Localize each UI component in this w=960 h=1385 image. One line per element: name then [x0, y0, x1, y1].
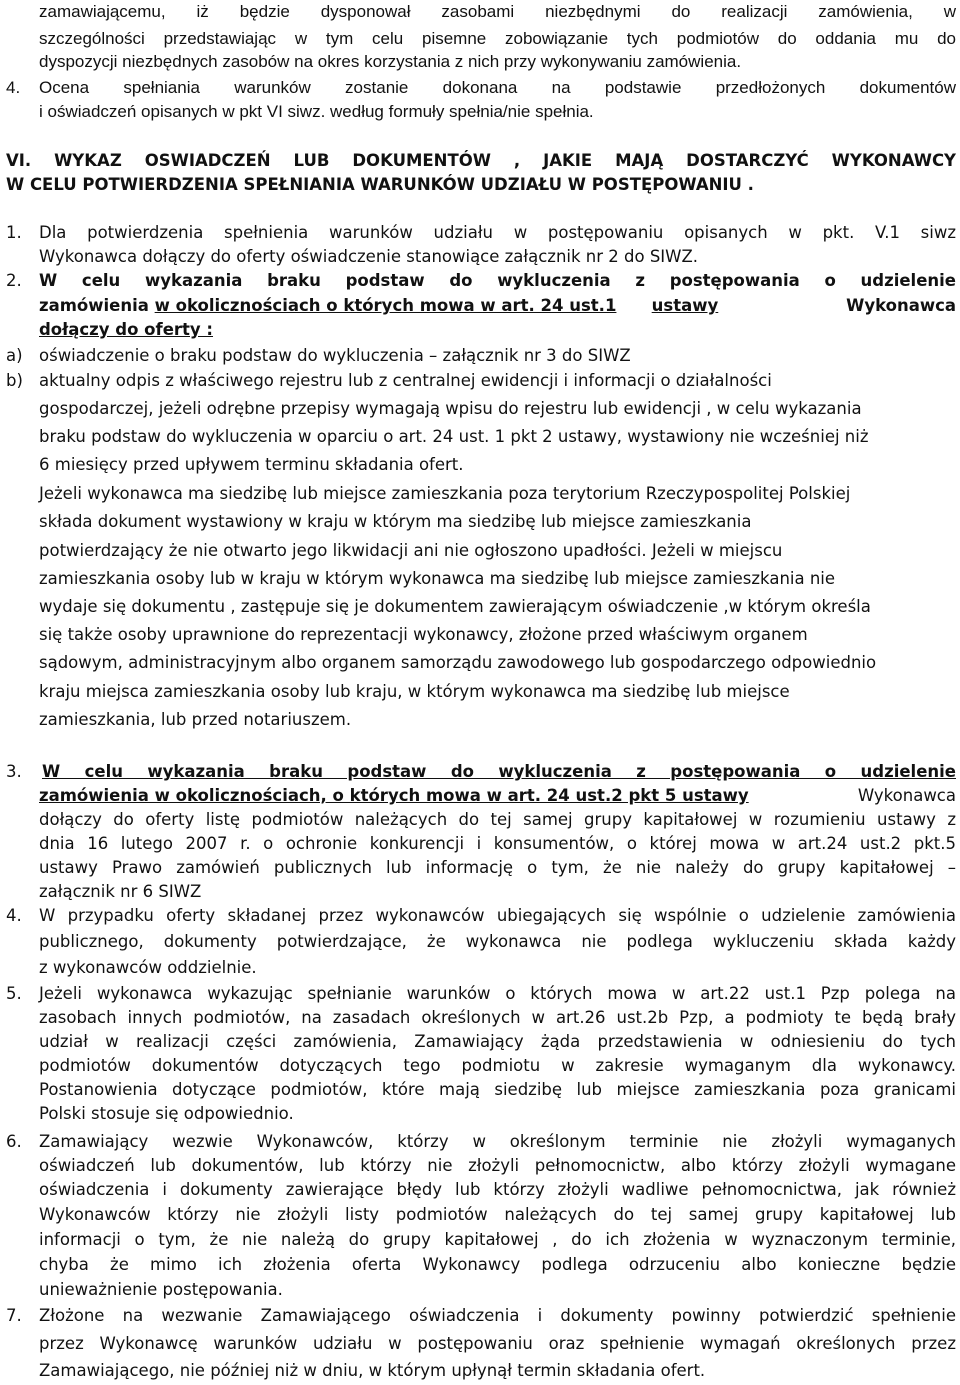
item-4-line-2: i oświadczeń opisanych w pkt VI siwz. według formuły spełnia/nie spełnia. [39, 102, 594, 121]
point-4-number: 4. [6, 906, 22, 925]
point-2b-line: składa dokument wystawiony w kraju w którym ma siedzibę lub miejsce zamieszkania [39, 512, 752, 531]
point-2b-line: sądowym, administracyjnym albo organem samorządu zawodowego lub gospodarczego odpowiednio [39, 653, 877, 672]
point-2b-line: kraju miejsca zamieszkania osoby lub kraju, w którym wykonawca ma siedzibę lub miejsce [39, 682, 790, 701]
spacer [616, 295, 633, 317]
point-1-number: 1. [6, 223, 22, 242]
point-3-legal-reference: zamówienia w okolicznościach, o których mowa w art. 24 ust.2 pkt 5 ustawy [39, 786, 749, 805]
point-6-line: oświadczeń lub dokumentów, lub którzy nie złożyli pełnomocnictw, albo którzy złożyli wymagane [39, 1156, 956, 1175]
point-3-wykonawca: Wykonawca [847, 786, 956, 805]
point-2-number: 2. [6, 271, 22, 290]
intro-line-3: dyspozycji niezbędnych zasobów na okres korzystania z nich przy wykonywaniu zamówienia. [39, 52, 742, 71]
point-2b-line: wydaje się dokumentu , zastępuje się je dokumentem zawierającym oświadczenie ,w którym określa [39, 597, 871, 616]
point-2-line-1: W celu wykazania braku podstaw do wykluczenia z postępowania o udzielenie [39, 271, 956, 290]
point-2-ustawy: ustawy [651, 296, 719, 315]
point-6-line: informacji o tym, że nie należą do grupy kapitałowej , do ich złożenia w wyznaczonym terminie, [39, 1230, 956, 1249]
point-3-number: 3. [6, 762, 22, 781]
item-4-number: 4. [6, 78, 21, 97]
point-6-line: Wykonawców którzy nie złożyli listy podmiotów należących do tej samej grupy kapitałowej lub [39, 1205, 956, 1224]
point-6-number: 6. [6, 1132, 22, 1151]
section-vi-heading-line-2: W CELU POTWIERDZENIA SPEŁNIANIA WARUNKÓW UDZIAŁU W POSTĘPOWANIU . [6, 175, 754, 194]
point-7-line: przez Wykonawcę warunków udziału w postępowaniu oraz spełnienie wymagań określonych przez [39, 1334, 956, 1353]
point-3-line-4: dnia 16 lutego 2007 r. o ochronie konkurencji i konsumentów, o której mowa w art.24 ust.2 pkt.5 [39, 834, 956, 853]
point-7-number: 7. [6, 1306, 22, 1325]
point-5-line: Jeżeli wykonawca wykazując spełnianie warunków o których mowa w art.22 ust.1 Pzp polega na [39, 984, 956, 1003]
point-2-line-3: dołączy do oferty : [39, 320, 214, 339]
point-5-line: podmiotów dokumentów dotyczących tego podmiotu w zakresie wymaganym dla wykonawcy. [39, 1056, 956, 1075]
point-5-line: udział w realizacji części zamówienia, Zamawiający żąda przedstawienia w odniesieniu do tych [39, 1032, 956, 1051]
point-6-line: Zamawiający wezwie Wykonawców, którzy w określonym terminie nie złożyli wymaganych [39, 1132, 956, 1151]
point-1-line-1: Dla potwierdzenia spełnienia warunków udziału w postępowaniu opisanych w pkt. V.1 siwz [39, 223, 956, 242]
point-2b-line: Jeżeli wykonawca ma siedzibę lub miejsce zamieszkania poza terytorium Rzeczypospolitej Polskiej [39, 484, 851, 503]
intro-line-1: zamawiającemu, iż będzie dysponował zasobami niezbędnymi do realizacji zamówienia, w [39, 2, 956, 21]
point-5-line: Postanowienia dotyczące podmiotów, które mają siedzibę lub miejsce zamieszkania poza granicami [39, 1080, 956, 1099]
point-2b-line: aktualny odpis z właściwego rejestru lub z centralnej ewidencji i informacji o działalności [39, 371, 772, 390]
point-2-line-2-lead: zamówienia [39, 296, 155, 315]
point-2-wykonawca: Wykonawca [840, 296, 956, 315]
point-3-line-2 [39, 785, 956, 807]
point-7-line: Zamawiającego, nie później niż w dniu, w którym upłynął termin składania ofert. [39, 1361, 706, 1380]
point-1-line-2: Wykonawca dołączy do oferty oświadczenie stanowiące załącznik nr 2 do SIWZ. [39, 247, 699, 266]
item-4-line-1: Ocena spełniania warunków zostanie dokonana na podstawie przedłożonych dokumentów [39, 78, 956, 97]
point-5-number: 5. [6, 984, 22, 1003]
point-2a-text: oświadczenie o braku podstaw do wykluczenia – załącznik nr 3 do SIWZ [39, 346, 631, 365]
point-6-line: oświadczenia i dokumenty zawierające błędy lub którzy złożyli wadliwe pełnomocnictwa, jak również [39, 1180, 956, 1199]
point-4-line: W przypadku oferty składanej przez wykonawców ubiegających się wspólnie o udzielenie zamówienia [39, 906, 956, 925]
point-3-line-3: dołączy do oferty listę podmiotów należących do tej samej grupy kapitałowej w rozumieniu ustawy z [39, 810, 956, 829]
point-3-line-1: W celu wykazania braku podstaw do wykluczenia z postępowania o udzielenie [42, 762, 956, 781]
point-3-line-5: ustawy Prawo zamówień publicznych lub informację o tym, że nie należy do grupy kapitałowej – [39, 858, 956, 877]
point-2a-label: a) [6, 346, 23, 365]
point-2b-label: b) [6, 371, 23, 390]
point-6-line: unieważnienie postępowania. [39, 1280, 283, 1299]
point-2b-line: 6 miesięcy przed upływem terminu składania ofert. [39, 455, 464, 474]
point-3-line-6: załącznik nr 6 SIWZ [39, 882, 202, 901]
point-2b-line: się także osoby uprawnione do reprezentacji wykonawcy, złożone przed właściwym organem [39, 625, 808, 644]
point-4-line: z wykonawców oddzielnie. [39, 958, 257, 977]
intro-line-2: szczególności przedstawiając w tym celu pisemne zobowiązanie tych podmiotów do oddania mu do [39, 29, 956, 48]
point-2b-line: braku podstaw do wykluczenia w oparciu o art. 24 ust. 1 pkt 2 ustawy, wystawiony nie wcześniej niż [39, 427, 869, 446]
point-6-line: chyba że mimo ich złożenia oferta Wykonawcy podlega odrzuceniu albo konieczne będzie [39, 1255, 956, 1274]
section-vi-heading: VI. WYKAZ OSWIADCZEŃ LUB DOKUMENTÓW , JAKIE MAJĄ DOSTARCZYĆ WYKONAWCY [6, 151, 956, 170]
point-2-legal-reference: w okolicznościach o których mowa w art. 24 ust.1 [154, 296, 617, 315]
point-2b-line: zamieszkania osoby lub w kraju w którym wykonawca ma siedzibę lub miejsce zamieszkania nie [39, 569, 836, 588]
point-4-line: publicznego, dokumenty potwierdzające, że wykonawca nie podlega wykluczeniu składa każdy [39, 932, 956, 951]
point-7-line: Złożone na wezwanie Zamawiającego oświadczenia i dokumenty powinny potwierdzić spełnienie [39, 1306, 956, 1325]
point-2-line-2 [39, 295, 956, 317]
point-5-line: zasobach innych podmiotów, na zasadach określonych w art.26 ust.2b Pzp, a podmioty te będą brały [39, 1008, 956, 1027]
point-2b-line: gospodarczej, jeżeli odrębne przepisy wymagają wpisu do rejestru lub ewidencji , w celu wykazania [39, 399, 862, 418]
point-2b-line: zamieszkania, lub przed notariuszem. [39, 710, 352, 729]
point-2b-line: potwierdzający że nie otwarto jego likwidacji ani nie ogłoszono upadłości. Jeżeli w miejscu [39, 541, 783, 560]
point-5-line: Polski stosuje się odpowiednio. [39, 1104, 294, 1123]
